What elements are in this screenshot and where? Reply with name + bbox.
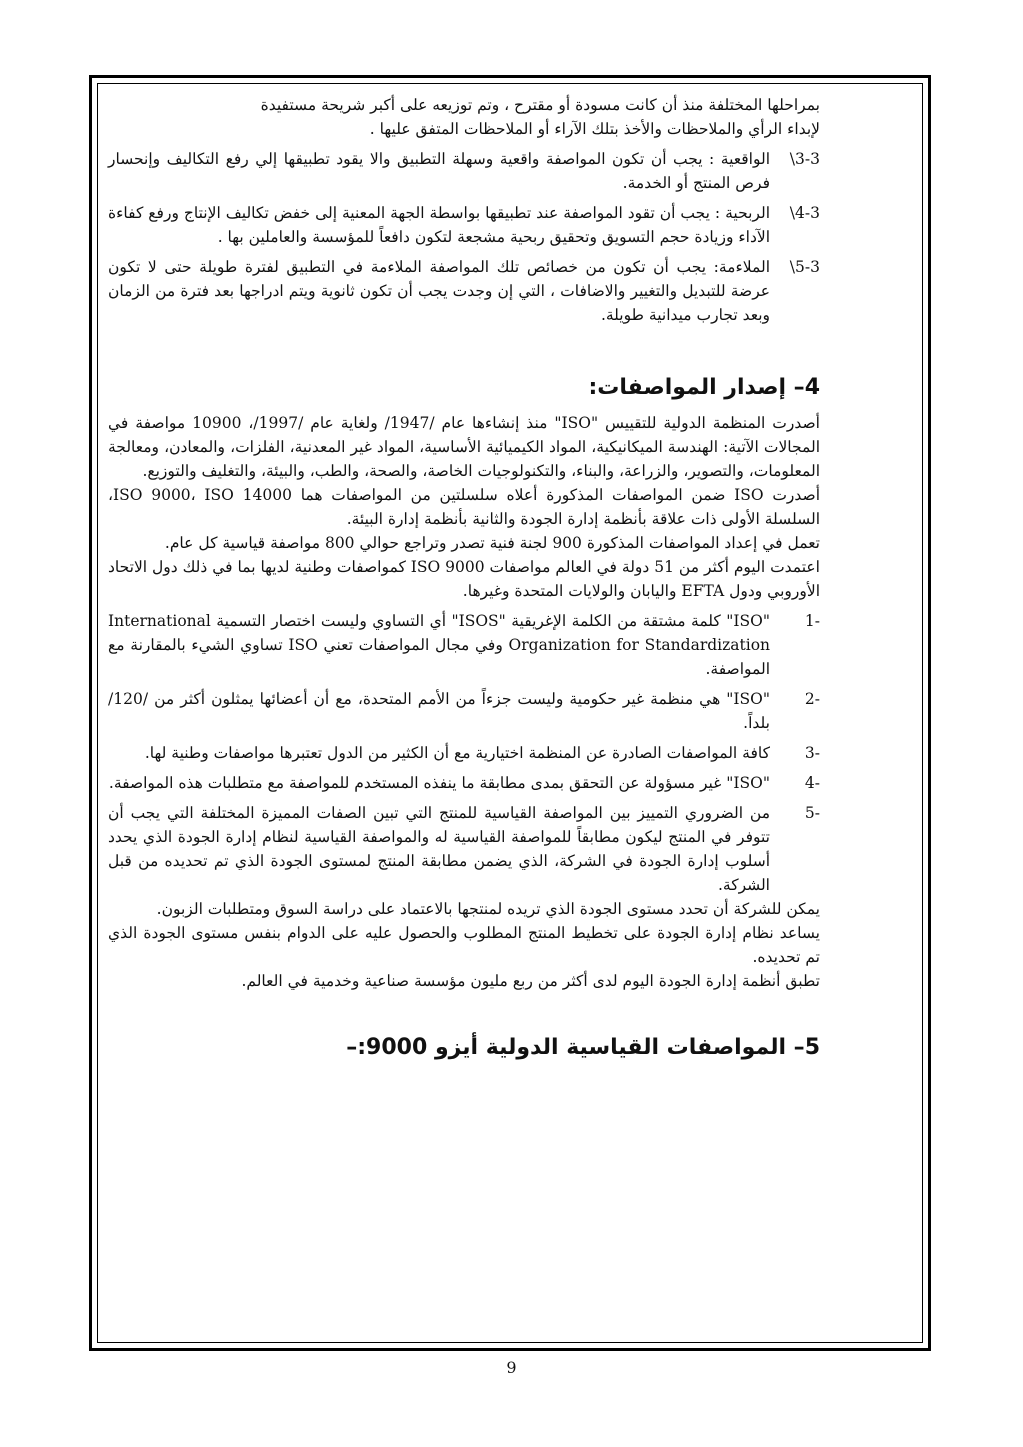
item-text: كافة المواصفات الصادرة عن المنظمة اختيارية مع أن الكثير من الدول تعتبرها مواصفات وطنية لها. [144, 744, 770, 762]
closing-paragraph: تطبق أنظمة إدارة الجودة اليوم لدى أكثر من ربع مليون مؤسسة صناعية وخدمية في العالم. [241, 972, 820, 990]
item-text: من الضروري التمييز بين المواصفة القياسية للمنتج التي تبين الصفات المميزة المختلفة التي يجب أن تتوفر في المنتج ليكون مطابقاً للمواصفة القياسية له والمواصفة القياسية لنظام إدارة الجودة الذي يحدد أسلوب إدارة الجودة في الشركة، الذي يضمن مطابقة المنتج لمستوى الجودة الذي تم تحديده من قبل الشركة. [108, 804, 770, 894]
item-number: -3 [804, 744, 820, 762]
section-4-paragraph: أصدرت المنظمة الدولية للتقييس "ISO" منذ إنشاءها عام /1947/ ولغاية عام /1997/، 10900 مواصفة في المجالات الآتية: الهندسة الميكانيكية، المواد الكيميائية الأساسية، المواد غير المعدنية، الفلزات، والمعادن، ومعالجة المعلومات، والتصوير، والزراعة، والبناء، والتكنولوجيات الخاصة، والصحة، والطب، والبيئة، والتغليف والتوزيع. [108, 414, 820, 480]
section-4-paragraph: أصدرت ISO ضمن المواصفات المذكورة أعلاه سلسلتين من المواصفات هما ISO 9000، ISO 14000، السلسلة الأولى ذات علاقة بأنظمة إدارة الجودة والثانية بأنظمة إدارة البيئة. [108, 486, 820, 528]
intro-paragraph [108, 93, 820, 141]
item-text: "ISO" هي منظمة غير حكومية وليست جزءاً من الأمم المتحدة، مع أن أعضائها يمثلون أكثر من /120/ بلداً. [108, 690, 770, 732]
numbered-item [108, 609, 820, 681]
section-5-heading: 5– المواصفات القياسية الدولية أيزو 9000:– [346, 1035, 820, 1060]
criterion-text: الواقعية : يجب أن تكون المواصفة واقعية وسهلة التطبيق والا يقود تطبيقها إلي رفع التكاليف وإنحسار فرص المنتج أو الخدمة. [108, 150, 770, 192]
criterion-text: الربحية : يجب أن تقود المواصفة عند تطبيقها بواسطة الجهة المعنية إلى خفض تكاليف الإنتاج ورفع كفاءة الآداء وزيادة حجم التسويق وتحقيق ربحية مشجعة لتكون دافعاً للمؤسسة والعاملين بها . [108, 204, 770, 246]
criterion-number: 4-3\ [789, 204, 820, 222]
criterion-item [108, 147, 820, 195]
intro-line: بمراحلها المختلفة منذ أن كانت مسودة أو مقترح ، وتم توزيعه على أكبر شريحة مستفيدة [260, 96, 820, 114]
criterion-item [108, 255, 820, 327]
page-number: 9 [506, 1358, 517, 1377]
item-number: -4 [804, 774, 820, 792]
item-number: -5 [804, 804, 820, 822]
item-number: -1 [804, 612, 820, 630]
document-body [108, 93, 820, 1063]
section-4-paragraph: اعتمدت اليوم أكثر من 51 دولة في العالم مواصفات ISO 9000 كمواصفات وطنية لديها بما في ذلك دول الاتحاد الأوروبي ودول EFTA واليابان والولايات المتحدة وغيرها. [108, 558, 820, 600]
numbered-item [108, 687, 820, 735]
item-number: -2 [804, 690, 820, 708]
criterion-number: 3-3\ [789, 150, 820, 168]
numbered-item [108, 801, 820, 897]
section-4-heading: 4– إصدار المواصفات: [588, 375, 820, 400]
item-text: "ISO" غير مسؤولة عن التحقق بمدى مطابقة ما ينفذه المستخدم للمواصفة مع متطلبات هذه المواصفة. [108, 774, 770, 792]
criterion-item [108, 201, 820, 249]
item-text: "ISO" كلمة مشتقة من الكلمة الإغريقية "ISOS" أي التساوي وليست اختصار التسمية International Organization for Standardization وفي مجال المواصفات تعني ISO تساوي الشيء بالمقارنة مع المواصفة. [108, 612, 771, 678]
closing-paragraph: يمكن للشركة أن تحدد مستوى الجودة الذي تريده لمنتجها بالاعتماد على دراسة السوق ومتطلبات الزبون. [156, 900, 820, 918]
criterion-text: الملاءمة: يجب أن تكون من خصائص تلك المواصفة الملاءمة في التطبيق لفترة طويلة حتى لا تكون عرضة للتبديل والتغيير والاضافات ، التي إن وجدت يجب أن تكون ثانوية ويتم ادراجها بعد فترة من الزمان وبعد تجارب ميدانية طويلة. [108, 258, 770, 324]
numbered-item [108, 741, 820, 765]
criterion-number: 5-3\ [789, 258, 820, 276]
section-4-paragraph: تعمل في إعداد المواصفات المذكورة 900 لجنة فنية تصدر وتراجع حوالي 800 مواصفة قياسية كل عام. [164, 534, 820, 552]
numbered-item [108, 771, 820, 795]
closing-paragraph: يساعد نظام إدارة الجودة على تخطيط المنتج المطلوب والحصول عليه على الدوام بنفس مستوى الجودة الذي تم تحديده. [108, 924, 820, 966]
intro-line: لإبداء الرأي والملاحظات والأخذ بتلك الآراء أو الملاحظات المتفق عليها . [369, 120, 820, 138]
